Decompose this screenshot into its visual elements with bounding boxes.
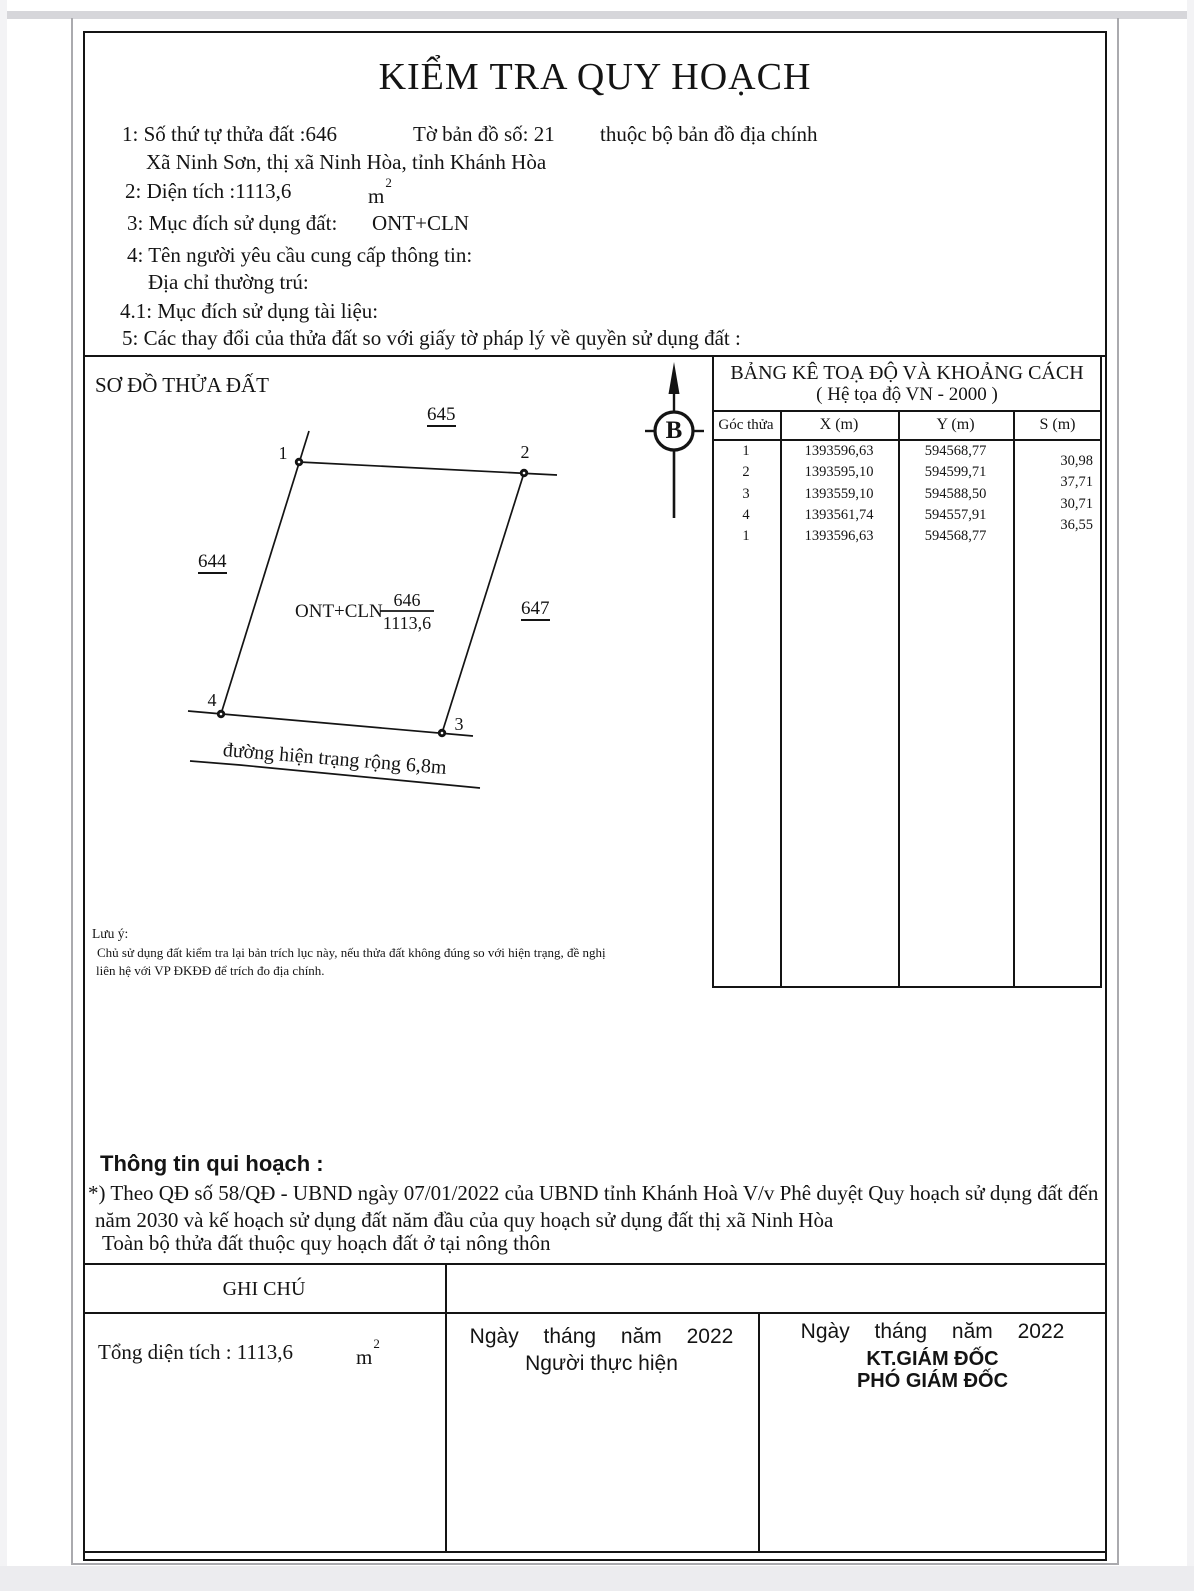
right-signer-title-1: KT.GIÁM ĐỐC <box>866 1348 999 1370</box>
table-row-y: 594599,71 <box>924 464 987 480</box>
coordinate-table-header-divider <box>712 439 1102 441</box>
area-line: 2: Diện tích :1113,6 <box>125 179 292 203</box>
diagram-section-title: SƠ ĐỒ THỬA ĐẤT <box>95 373 269 397</box>
col-header-x: X (m) <box>819 416 859 433</box>
col-header-y: Y (m) <box>936 416 975 433</box>
coordinate-table-subtitle: ( Hệ tọa độ VN - 2000 ) <box>816 384 998 405</box>
residence-line: Địa chỉ thường trú: <box>148 270 309 294</box>
s-distance-value: 36,55 <box>1060 517 1093 533</box>
note-line-1: Chủ sử dụng đất kiểm tra lại bản trích lục này, nếu thửa đất không đúng so với hiện trạng, đề nghị <box>97 945 606 960</box>
total-area-unit: $m^2$ <box>356 1336 380 1369</box>
changes-line: 5: Các thay đổi của thửa đất so với giấy tờ pháp lý về quyền sử dụng đất : <box>122 326 741 350</box>
table-row-x: 1393559,10 <box>804 486 874 502</box>
planning-heading: Thông tin qui hoạch : <box>100 1151 324 1176</box>
s-distance-value: 30,98 <box>1060 453 1093 469</box>
table-row-x: 1393561,74 <box>804 507 874 523</box>
parcel-number-line: 1: Số thứ tự thửa đất :646 <box>122 122 337 146</box>
document-purpose-line: 4.1: Mục đích sử dụng tài liệu: <box>120 299 379 323</box>
footer-table-row-divider <box>83 1312 1107 1314</box>
right-date-line: Ngày tháng năm 2022 <box>800 1320 1065 1343</box>
table-row-x: 1393596,63 <box>804 528 874 544</box>
table-row-x: 1393596,63 <box>804 443 874 459</box>
corner-label-4: 4 <box>207 690 217 710</box>
right-signer-title-2: PHÓ GIÁM ĐỐC <box>856 1370 1009 1392</box>
table-row-x: 1393595,10 <box>804 464 874 480</box>
table-row-y: 594568,77 <box>924 443 987 459</box>
table-row-corner: 2 <box>742 464 750 480</box>
document-title: KIỂM TRA QUY HOẠCH <box>378 56 812 98</box>
table-row-corner: 1 <box>742 443 750 459</box>
table-row-corner: 3 <box>742 486 750 502</box>
cadastral-suffix-label: thuộc bộ bản đồ địa chính <box>600 122 818 146</box>
map-sheet-label: Tờ bản đồ số: 21 <box>413 122 555 146</box>
middle-role-line: Người thực hiện <box>525 1352 678 1375</box>
neighbor-label-645: 645 <box>427 404 456 425</box>
col-header-s: S (m) <box>1039 416 1076 433</box>
note-line-2: liên hệ với VP ĐKĐĐ để trích đo địa chính. <box>96 963 325 978</box>
land-use-value: ONT+CLN <box>372 211 470 235</box>
planning-line-3: Toàn bộ thửa đất thuộc quy hoạch đất ở tại nông thôn <box>102 1231 551 1255</box>
parcel-north-edge-line <box>299 462 557 475</box>
total-area-superscript: 2 <box>373 1336 380 1351</box>
requester-line: 4: Tên người yêu cầu cung cấp thông tin: <box>127 243 473 267</box>
area-unit: $m^2$ <box>368 175 392 208</box>
s-distance-value: 30,71 <box>1060 496 1093 512</box>
note-title: Lưu ý: <box>92 926 129 941</box>
corner-label-1: 1 <box>278 443 288 463</box>
parcel-west-edge-line <box>221 431 309 714</box>
north-symbol-letter: B <box>665 417 683 444</box>
table-row-corner: 1 <box>742 528 750 544</box>
s-distance-value: 37,71 <box>1060 474 1093 490</box>
planning-line-2: năm 2030 và kế hoạch sử dụng đất năm đầu của quy hoạch sử dụng đất thị xã Ninh Hòa <box>95 1208 834 1232</box>
table-row-y: 594588,50 <box>924 486 987 502</box>
total-area-label: Tổng diện tích : 1113,6 <box>98 1340 293 1364</box>
parcel-east-edge-line <box>442 473 524 733</box>
parcel-south-edge-line <box>188 711 473 736</box>
planning-line-1: *) Theo QĐ số 58/QĐ - UBND ngày 07/01/2022 của UBND tỉnh Khánh Hoà V/v Phê duyệt Quy hoạch sử dụng đất đến <box>88 1181 1099 1205</box>
table-row-y: 594568,77 <box>924 528 987 544</box>
table-row-y: 594557,91 <box>924 507 987 523</box>
middle-date-line: Ngày tháng năm 2022 <box>469 1325 734 1348</box>
table-row-corner: 4 <box>742 507 750 523</box>
road-label: đường hiện trạng rộng 6,8m <box>222 739 448 779</box>
commune-address-line: Xã Ninh Sơn, thị xã Ninh Hòa, tỉnh Khánh Hòa <box>146 150 547 174</box>
footer-table-bottom-border <box>83 1551 1107 1553</box>
corner-dots <box>217 458 528 737</box>
land-use-line: 3: Mục đích sử dụng đất: <box>127 211 338 235</box>
neighbor-label-647: 647 <box>521 598 550 619</box>
parcel-number-label: 646 <box>393 590 421 610</box>
footer-table-col-line-1 <box>445 1264 447 1552</box>
area-unit-superscript: 2 <box>385 175 392 190</box>
footer-table-top-border <box>83 1263 1107 1265</box>
parcel-land-use-label: ONT+CLN <box>295 601 383 622</box>
parcel-area-label: 1113,6 <box>382 613 432 633</box>
corner-label-3: 3 <box>454 714 464 734</box>
coordinate-table-title: BẢNG KÊ TOẠ ĐỘ VÀ KHOẢNG CÁCH <box>730 362 1084 384</box>
footer-note-header: GHI CHÚ <box>222 1278 306 1300</box>
coordinate-table-title-divider <box>712 410 1102 412</box>
col-header-corner: Góc thửa <box>718 417 774 433</box>
neighbor-label-644: 644 <box>198 551 227 572</box>
corner-label-2: 2 <box>520 442 530 462</box>
